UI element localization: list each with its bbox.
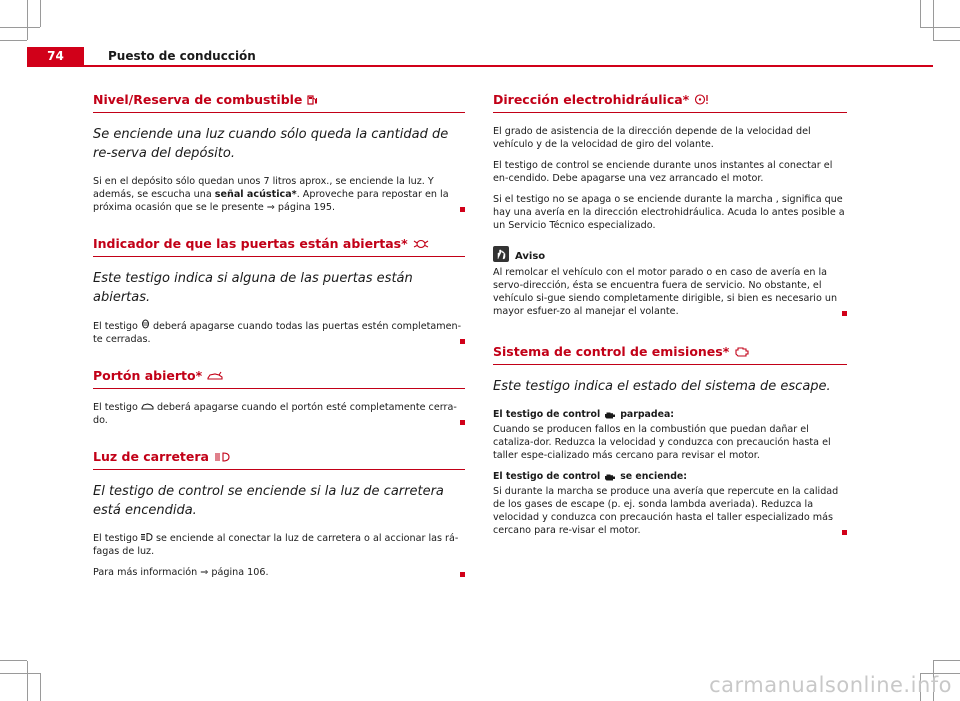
left-column [93,92,465,587]
section-title-text: Sistema de control de emisiones* [493,344,730,359]
chapter-title: Puesto de conducción [108,49,256,63]
text-run: El testigo [93,533,141,544]
section-lead: El testigo de control se enciende si la luz de carretera está encendida. [93,484,444,518]
engine-icon [604,473,616,481]
note-hand-icon [493,246,509,262]
section-lead: Se enciende una luz cuando sólo queda la cantidad de re-serva del depósito. [93,127,449,161]
section-title [93,449,465,470]
crop-mark [920,27,960,28]
section-paragraph: El testigo de control se enciende durante unos instantes al conectar el en-cendido. Debe apagarse una vez arrancado el motor. [493,160,833,184]
crop-mark [0,27,40,28]
section-paragraph [93,175,465,214]
text-run: se enciende al conectar la luz de carretera o al accionar las rá-fagas de luz. [93,533,459,557]
end-mark [842,530,847,535]
section-lead: Este testigo indica el estado del sistema de escape. [493,379,831,394]
crop-mark [920,0,921,27]
text-run: deberá apagarse cuando todas las puertas estén completamen-te cerradas. [93,321,462,345]
end-mark [460,572,465,577]
crop-mark [27,661,28,701]
text-run: El testigo [93,321,141,332]
right-column [493,92,847,545]
section-title [93,368,465,389]
section-paragraph: Para más información ⇒ página 106. [93,567,269,578]
end-mark [460,207,465,212]
engine-icon [604,411,616,419]
section-title-text: Luz de carretera [93,449,209,464]
section-paragraph: Cuando se producen fallos en la combustión que puedan dañar el cataliza-dor. Reduzca la velocidad y conduzca con precaución hasta el taller espe-cializado más cercano para revisar el motor. [493,424,831,461]
section-title-text: Indicador de que las puertas están abiertas* [93,236,408,251]
crop-mark [40,0,41,27]
section-paragraph: Si el testigo no se apaga o se enciende durante la marcha , significa que hay una avería en la dirección electrohidráulica. Acuda lo antes posible a un Servicio Técnico especializado. [493,194,845,231]
section-title-text: Dirección electrohidráulica* [493,92,690,107]
text-run: El testigo [93,402,141,413]
note-label: Aviso [515,251,546,262]
note-text: Al remolcar el vehículo con el motor parado o en caso de avería en la servo-dirección, ésta se encuentra fuera de servicio. No obstante, el vehículo si-gue siendo completamente dirigible, si bien es necesario un mayor esfuer-zo al manejar el volante. [493,267,838,317]
section-doors [93,236,465,346]
end-mark [460,339,465,344]
section-emissions [493,344,847,537]
text-run: parpadea: [620,409,675,420]
section-fuel [93,92,465,214]
open-doors-icon [413,239,429,249]
section-paragraph: El grado de asistencia de la dirección depende de la velocidad del vehículo y de la velocidad de giro del volante. [493,126,811,150]
fuel-pump-icon [307,94,318,105]
header-rule [27,65,933,67]
end-mark [460,420,465,425]
section-title-text: Nivel/Reserva de combustible [93,92,303,107]
section-paragraph [93,532,465,558]
note-header [493,246,847,262]
page-number: 74 [27,47,84,65]
crop-mark [933,40,960,41]
tailgate-icon [141,402,154,410]
text-run: deberá apagarse cuando el portón esté completamente cerra-do. [93,402,457,426]
crop-mark [0,40,27,41]
text-run: se enciende: [620,471,688,482]
crop-mark [0,673,40,674]
section-paragraph [93,401,465,427]
steering-warning-icon [694,94,710,105]
section-title [93,236,465,257]
crop-mark [27,0,28,40]
text-run: El testigo de control [493,409,601,420]
watermark: carmanualsonline.info [709,673,952,697]
crop-mark [40,673,41,701]
subheading [493,470,847,483]
text-run: . Aproveche para repostar en la próxima ocasión que se le presente ⇒ página 195. [93,189,449,213]
section-paragraph: Si durante la marcha se produce una avería que repercute en la calidad de los gases de escape (p. ej. sonda lambda averiada). Reduzca la velocidad y conduzca con precaución hasta el taller especializado más cercano para re-visar el motor. [493,486,839,536]
tailgate-icon [207,371,223,381]
crop-mark [933,660,960,661]
section-title-text: Portón abierto* [93,368,203,383]
section-title [493,344,847,365]
engine-icon [734,346,750,357]
text-bold: señal acústica* [214,189,297,200]
text-run: El testigo de control [493,471,601,482]
subheading [493,408,847,421]
crop-mark [0,660,27,661]
end-mark [842,311,847,316]
section-steering [493,92,847,318]
open-doors-icon [141,319,150,329]
section-high-beam [93,449,465,579]
section-paragraph [93,319,465,346]
high-beam-icon [214,452,230,462]
high-beam-icon [141,533,153,541]
section-lead: Este testigo indica si alguna de las puertas están abiertas. [93,271,413,305]
section-title [93,92,465,113]
section-tailgate [93,368,465,427]
section-title [493,92,847,113]
crop-mark [933,0,934,40]
text-run: Si en el depósito sólo quedan unos 7 litros aprox., se enciende la luz. Y además, se escucha una [93,176,434,200]
